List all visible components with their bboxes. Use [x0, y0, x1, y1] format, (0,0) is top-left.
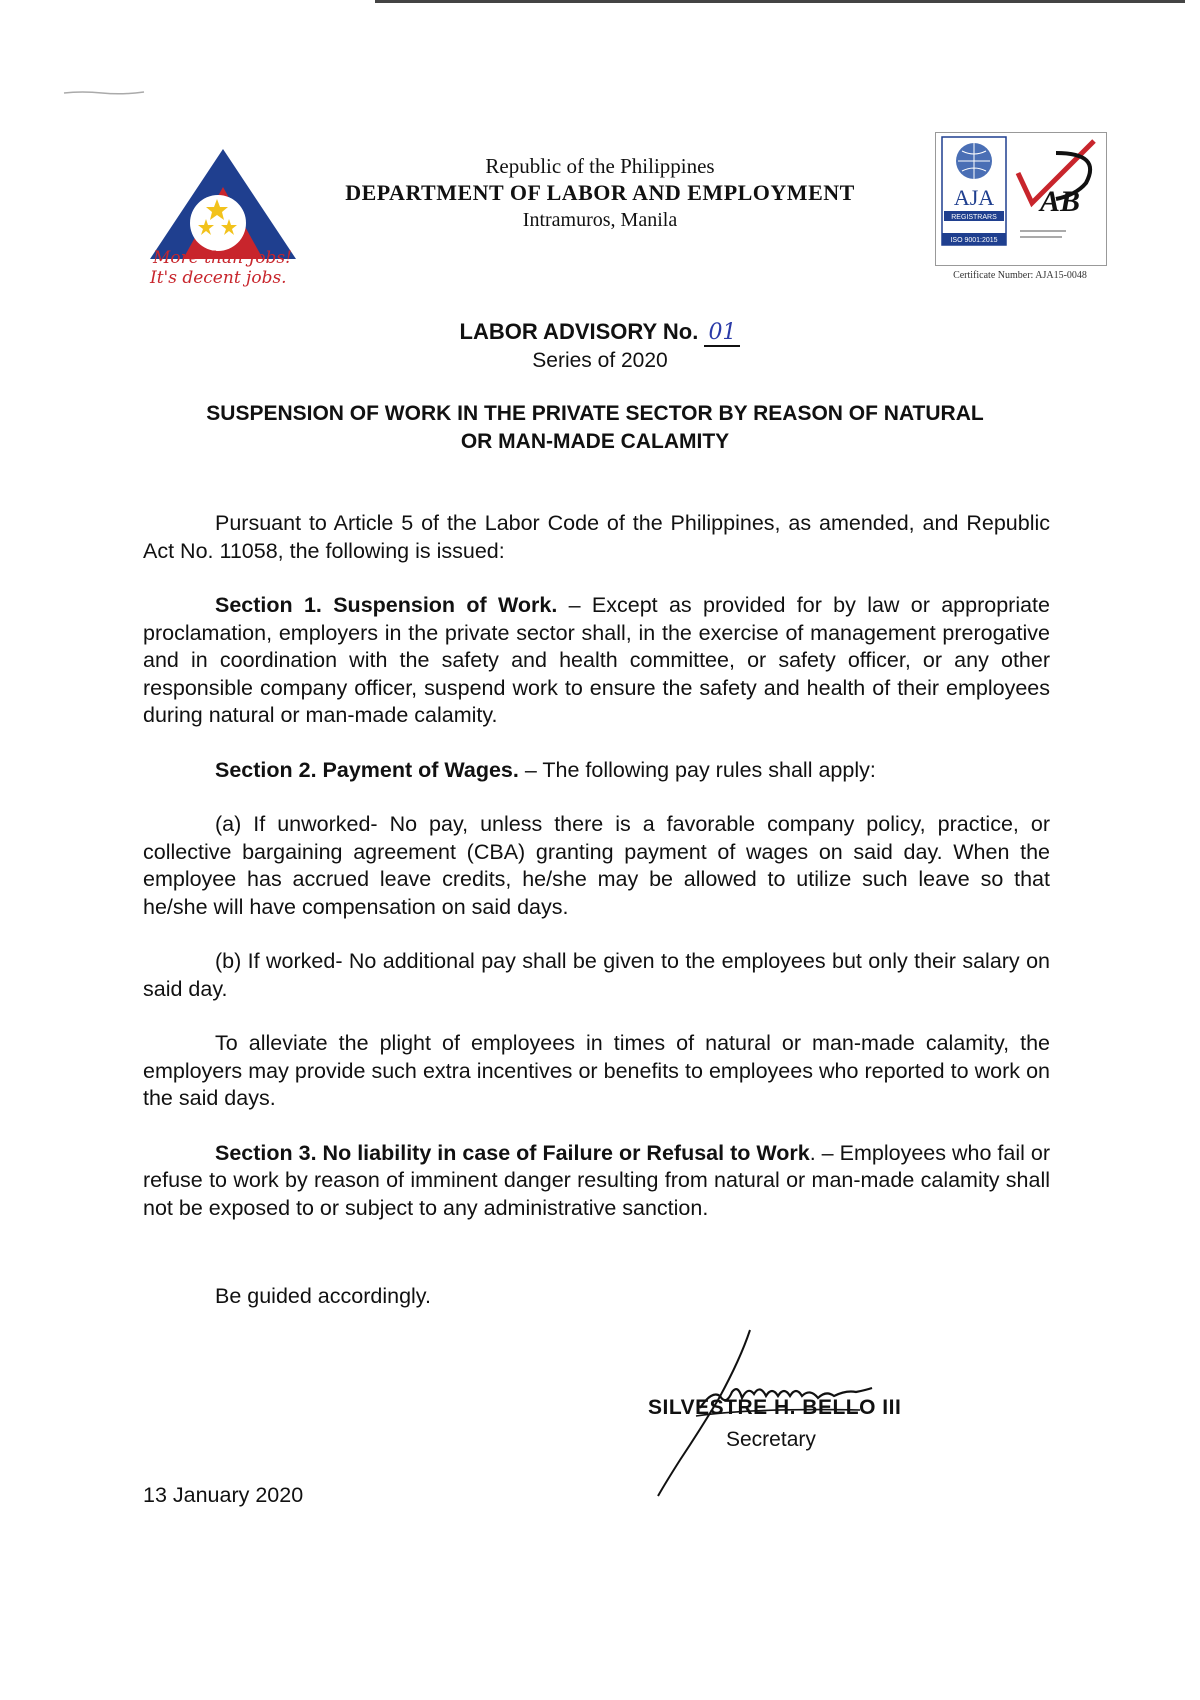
department-location: Intramuros, Manila	[522, 209, 678, 231]
aja-text: AJA	[953, 185, 995, 210]
advisory-number: 01	[704, 320, 740, 347]
certification-logos	[935, 132, 1107, 266]
country-name: Republic of the Philippines	[485, 154, 715, 178]
item-a-paragraph: (a) If unworked- No pay, unless there is a favorable company policy, practice, or collective bargaining agreement (CBA) granting payment of wages on said day. When the employee has accrued leave credits, he/she may be allowed to utilize such leave so that he/she will have compensation on said days.	[143, 812, 1050, 919]
section-3-paragraph	[143, 1140, 1050, 1223]
signatory-title: Secretary	[726, 1428, 816, 1451]
section-3-heading: Section 3. No liability in case of Failure or Refusal to Work	[215, 1140, 810, 1165]
aja-ab-logo	[936, 133, 1106, 265]
tagline-line-2: It's decent jobs.	[150, 268, 287, 288]
registrars-text: REGISTRARS	[951, 214, 997, 221]
advisory-body	[143, 510, 1050, 1249]
advisory-header	[0, 318, 1200, 375]
closing-line: Be guided accordingly.	[215, 1284, 431, 1308]
advisory-title	[0, 318, 1200, 347]
subject-line-1: SUSPENSION OF WORK IN THE PRIVATE SECTOR BY REASON OF NATURAL	[206, 402, 984, 425]
subject-line-2: OR MAN-MADE CALAMITY	[460, 430, 730, 453]
section-2-heading: Section 2. Payment of Wages.	[215, 757, 519, 782]
section-1-heading: Section 1. Suspension of Work.	[215, 593, 558, 617]
certificate-number: Certificate Number: AJA15-0048	[953, 270, 1087, 281]
iso-text: ISO 9001:2015	[950, 237, 998, 244]
letterhead-text	[305, 153, 895, 233]
scan-mark	[62, 88, 147, 96]
section-1-paragraph	[143, 592, 1050, 730]
tagline-line-1: More than Jobs!	[153, 248, 292, 268]
section-3-text: . – Employees who fail or refuse to work by reason of imminent danger resulting from natural or man-made calamity shall not be exposed to or subject to any administrative sanction.	[143, 1140, 1050, 1220]
signatory-name: SILVESTRE H. BELLO III	[648, 1396, 902, 1419]
ab-text: AB	[1040, 185, 1081, 218]
dole-tagline	[150, 248, 300, 288]
advisory-label: LABOR ADVISORY No.	[459, 319, 699, 344]
section-2-paragraph	[143, 757, 1050, 785]
section-1-text: – Except as provided for by law or appropriate proclamation, employers in the private sector shall, in the exercise of management prerogative and in coordination with the safety and health committee, or safety officer, or any other responsible company officer, suspend work to ensure the safety and health of their employees during natural or man-made calamity.	[143, 593, 1050, 727]
section-2-text: – The following pay rules shall apply:	[518, 757, 876, 782]
scan-top-edge	[375, 0, 1185, 3]
advisory-series: Series of 2020	[532, 349, 668, 372]
issue-date: 13 January 2020	[143, 1483, 304, 1507]
subject-title	[140, 400, 1050, 456]
incentives-paragraph: To alleviate the plight of employees in times of natural or man-made calamity, the employers may provide such extra incentives or benefits to employees who reported to work on the said days.	[143, 1031, 1050, 1110]
department-name: DEPARTMENT OF LABOR AND EMPLOYMENT	[345, 180, 855, 205]
intro-paragraph: Pursuant to Article 5 of the Labor Code of the Philippines, as amended, and Republic Act No. 11058, the following is issued:	[143, 511, 1050, 563]
item-b-paragraph: (b) If worked- No additional pay shall be given to the employees but only their salary on said day.	[143, 949, 1050, 1001]
